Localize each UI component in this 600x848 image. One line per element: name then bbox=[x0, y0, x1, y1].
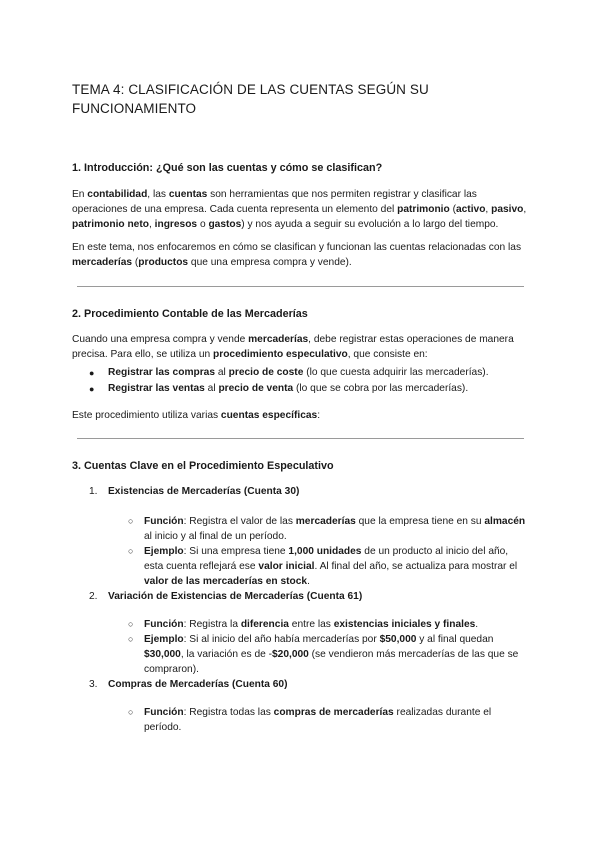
emphasis-text: diferencia bbox=[240, 619, 289, 630]
emphasis-text: cuentas bbox=[168, 189, 208, 200]
emphasis-text: valor inicial bbox=[258, 561, 315, 572]
list-item: ○ Ejemplo: Si una empresa tiene 1,000 unidades de un producto al inicio del año, esta cuenta reflejará ese valor inicial. Al final del año, se actualiza para mostrar el valor de las mercaderías en stock. bbox=[128, 546, 518, 587]
emphasis-text: compras de mercaderías bbox=[273, 707, 394, 718]
emphasis-text: patrimonio neto bbox=[72, 219, 149, 230]
circle-bullet-icon: ○ bbox=[128, 707, 134, 717]
document-page bbox=[72, 80, 528, 735]
emphasis-text: Ejemplo bbox=[144, 546, 184, 557]
divider bbox=[77, 286, 524, 287]
emphasis-text: Función bbox=[144, 619, 184, 630]
account-item-60: 3. Compras de Mercaderías (Cuenta 60) bbox=[89, 679, 288, 690]
section-1-paragraph-2: En este tema, nos enfocaremos en cómo se clasifican y funcionan las cuentas relacionadas con las mercaderías (productos que una empresa compra y vende). bbox=[72, 242, 522, 268]
account-60-details bbox=[72, 705, 528, 735]
page-title: TEMA 4: CLASIFICACIÓN DE LAS CUENTAS SEGÚN SU FUNCIONAMIENTO bbox=[72, 82, 429, 116]
emphasis-text: $20,000 bbox=[272, 649, 309, 660]
section-2-paragraph-1: Cuando una empresa compra y vende mercaderías, debe registrar estas operaciones de manera precisa. Para ello, se utiliza un procedimiento especulativo, que consiste en: bbox=[72, 334, 514, 360]
emphasis-text: patrimonio bbox=[397, 204, 450, 215]
emphasis-text: Registrar las compras bbox=[108, 367, 216, 378]
emphasis-text: cuentas específicas bbox=[220, 410, 318, 421]
accounts-numbered-list bbox=[72, 484, 528, 735]
procedure-bullet-list bbox=[72, 365, 528, 397]
circle-bullet-icon: ○ bbox=[128, 516, 134, 526]
section-3-heading: 3. Cuentas Clave en el Procedimiento Especulativo bbox=[72, 460, 334, 472]
list-item: ○ Función: Registra todas las compras de mercaderías realizadas durante el período. bbox=[128, 707, 492, 733]
account-61-details bbox=[72, 617, 528, 677]
section-1-paragraph-1: En contabilidad, las cuentas son herramientas que nos permiten registrar y clasificar las operaciones de una empresa. Cada cuenta representa un elemento del patrimonio (activo, pasivo, patrimonio neto, ingresos o gastos) y nos ayuda a seguir su evolución a lo largo del tiempo. bbox=[72, 189, 527, 230]
emphasis-text: contabilidad bbox=[87, 189, 148, 200]
emphasis-text: Registrar las ventas bbox=[108, 383, 205, 394]
emphasis-text: productos bbox=[138, 257, 189, 268]
emphasis-text: gastos bbox=[208, 219, 242, 230]
list-item: ○ Ejemplo: Si al inicio del año había mercaderías por $50,000 y al final quedan $30,000, la variación es de -$20,000 (se vendieron más mercaderías de las que se compraron). bbox=[128, 634, 519, 675]
emphasis-text: valor de las mercaderías en stock bbox=[144, 576, 308, 587]
emphasis-text: Función bbox=[144, 516, 184, 527]
emphasis-text: 1,000 unidades bbox=[288, 546, 362, 557]
emphasis-text: precio de coste bbox=[228, 367, 304, 378]
emphasis-text: activo bbox=[455, 204, 486, 215]
divider bbox=[77, 438, 524, 439]
section-2-heading: 2. Procedimiento Contable de las Mercaderías bbox=[72, 308, 308, 320]
emphasis-text: Ejemplo bbox=[144, 634, 184, 645]
emphasis-text: procedimiento especulativo bbox=[213, 349, 348, 360]
circle-bullet-icon: ○ bbox=[128, 619, 134, 629]
emphasis-text: existencias iniciales y finales bbox=[333, 619, 476, 630]
list-item: ● Registrar las ventas al precio de venta (lo que se cobra por las mercaderías). bbox=[72, 381, 528, 397]
emphasis-text: $30,000 bbox=[144, 649, 181, 660]
account-item-30: 1. Existencias de Mercaderías (Cuenta 30) bbox=[89, 486, 300, 497]
account-30-details bbox=[72, 514, 528, 589]
list-item: ○ Función: Registra la diferencia entre las existencias iniciales y finales. bbox=[128, 619, 479, 630]
circle-bullet-icon: ○ bbox=[128, 634, 134, 644]
circle-bullet-icon: ○ bbox=[128, 546, 134, 556]
emphasis-text: Función bbox=[144, 707, 184, 718]
account-item-61: 2. Variación de Existencias de Mercaderías (Cuenta 61) bbox=[89, 591, 363, 602]
emphasis-text: $50,000 bbox=[379, 634, 417, 645]
emphasis-text: mercaderías bbox=[248, 334, 309, 345]
emphasis-text: ingresos bbox=[154, 219, 198, 230]
emphasis-text: mercaderías bbox=[72, 257, 133, 268]
list-item: ○ Función: Registra el valor de las mercaderías que la empresa tiene en su almacén al inicio y al final de un período. bbox=[128, 516, 526, 542]
emphasis-text: pasivo bbox=[491, 204, 524, 215]
bullet-icon: ● bbox=[89, 384, 95, 394]
emphasis-text: mercaderías bbox=[295, 516, 356, 527]
list-item: ● Registrar las compras al precio de coste (lo que cuesta adquirir las mercaderías). bbox=[72, 365, 528, 381]
section-1-heading: 1. Introducción: ¿Qué son las cuentas y cómo se clasifican? bbox=[72, 162, 383, 174]
section-2-paragraph-2: Este procedimiento utiliza varias cuentas específicas: bbox=[72, 410, 321, 421]
bullet-icon: ● bbox=[89, 368, 95, 378]
emphasis-text: precio de venta bbox=[218, 383, 294, 394]
emphasis-text: almacén bbox=[484, 516, 526, 527]
